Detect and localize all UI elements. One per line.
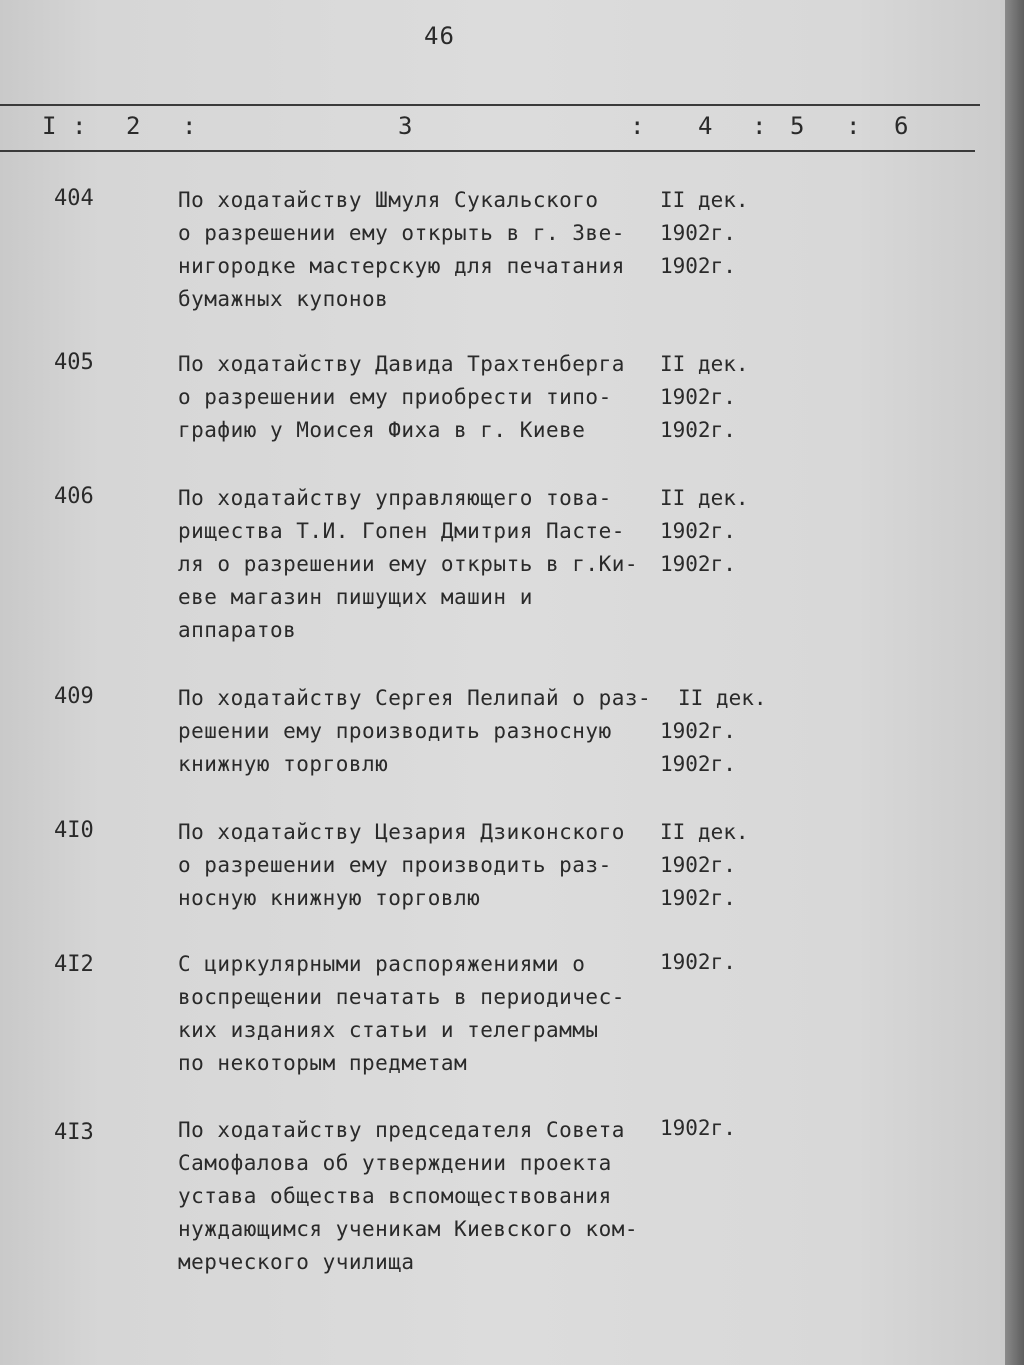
entry-text-line: По ходатайству Цезария Дзиконского <box>178 820 625 844</box>
entry-date: 1902г. <box>660 886 736 910</box>
entry-text-line: мерческого училища <box>178 1250 415 1274</box>
header-separator: : <box>182 112 197 140</box>
entry-description <box>178 948 658 1080</box>
entry-date: 1902г. <box>660 519 736 543</box>
page-number: 46 <box>424 22 455 50</box>
entry-description <box>178 1114 658 1279</box>
entry-date: 1902г. <box>660 950 736 974</box>
entry-date: II дек. <box>660 486 749 510</box>
header-col3: 3 <box>398 112 413 140</box>
entry-number: 409 <box>54 684 94 709</box>
entry-text-line: ля о разрешении ему открыть в г.Ки- <box>178 552 639 576</box>
entry-dates <box>660 715 736 781</box>
entry-date: 1902г. <box>660 385 736 409</box>
entry-text-line: по некоторым предметам <box>178 1051 468 1075</box>
entry-dates <box>660 184 749 283</box>
entry-text-line: решении ему производить разносную <box>178 719 612 743</box>
header-col5: 5 <box>790 112 805 140</box>
entry-text-line: нуждающимся ученикам Киевского ком- <box>178 1217 639 1241</box>
entry-date: II дек. <box>660 352 749 376</box>
entry-description <box>178 184 658 316</box>
entry-text-line: аппаратов <box>178 618 297 642</box>
entry-date: 1902г. <box>660 254 736 278</box>
entry-text-line: По ходатайству Сергея Пелипай о раз- <box>178 686 652 710</box>
entry-number: 4I3 <box>54 1120 94 1145</box>
entry-text-line: По ходатайству Давида Трахтенберга <box>178 352 625 376</box>
page-edge-shadow <box>1005 0 1024 1365</box>
entry-description <box>178 682 658 781</box>
entry-number: 405 <box>54 350 94 375</box>
header-col2: 2 <box>126 112 141 140</box>
header-col4: 4 <box>698 112 713 140</box>
entry-number: 4I0 <box>54 818 94 843</box>
entry-text-line: графию у Моисея Фиха в г. Киеве <box>178 418 586 442</box>
entry-date: II дек. <box>678 686 767 710</box>
entry-text-line: бумажных купонов <box>178 287 389 311</box>
header-col6: 6 <box>894 112 909 140</box>
entry-text-line: По ходатайству председателя Совета <box>178 1118 625 1142</box>
entry-text-line: ких изданиях статьи и телеграммы <box>178 1018 599 1042</box>
entry-text-line: книжную торговлю <box>178 752 389 776</box>
header-separator: : <box>630 112 645 140</box>
entry-text-line: о разрешении ему производить раз- <box>178 853 612 877</box>
entry-date: 1902г. <box>660 1116 736 1140</box>
entry-text-line: устава общества вспомоществования <box>178 1184 612 1208</box>
header-separator: : <box>752 112 767 140</box>
entry-date: 1902г. <box>660 552 736 576</box>
entry-date: 1902г. <box>660 719 736 743</box>
entry-description <box>178 348 658 447</box>
entry-text-line: С циркулярными распоряжениями о <box>178 952 586 976</box>
entry-date: 1902г. <box>660 853 736 877</box>
entry-text-line: воспрещении печатать в периодичес- <box>178 985 625 1009</box>
header-top-rule <box>0 104 980 106</box>
entry-number: 406 <box>54 484 94 509</box>
entry-dates <box>660 1112 736 1145</box>
entry-number: 404 <box>54 186 94 211</box>
entry-date: II дек. <box>660 188 749 212</box>
header-bottom-rule <box>0 150 975 152</box>
entry-text-line: носную книжную торговлю <box>178 886 481 910</box>
entry-dates <box>660 482 749 581</box>
entry-description <box>178 816 658 915</box>
entry-dates <box>678 682 767 715</box>
entry-date: 1902г. <box>660 418 736 442</box>
entry-text-line: По ходатайству управляющего това- <box>178 486 612 510</box>
entry-text-line: Самофалова об утверждении проекта <box>178 1151 612 1175</box>
entry-dates <box>660 816 749 915</box>
entry-text-line: По ходатайству Шмуля Сукальского <box>178 188 599 212</box>
entry-dates <box>660 348 749 447</box>
entry-date: 1902г. <box>660 752 736 776</box>
entry-text-line: рищества Т.И. Гопен Дмитрия Пасте- <box>178 519 625 543</box>
entry-text-line: нигородке мастерскую для печатания <box>178 254 625 278</box>
entry-dates <box>660 946 736 979</box>
header-separator: : <box>72 112 87 140</box>
header-separator: : <box>846 112 861 140</box>
header-col1: I <box>42 112 57 140</box>
entry-text-line: о разрешении ему открыть в г. Зве- <box>178 221 625 245</box>
entry-date: 1902г. <box>660 221 736 245</box>
entry-number: 4I2 <box>54 952 94 977</box>
entry-text-line: о разрешении ему приобрести типо- <box>178 385 612 409</box>
entry-text-line: еве магазин пишущих машин и <box>178 585 533 609</box>
entry-date: II дек. <box>660 820 749 844</box>
entry-description <box>178 482 658 647</box>
